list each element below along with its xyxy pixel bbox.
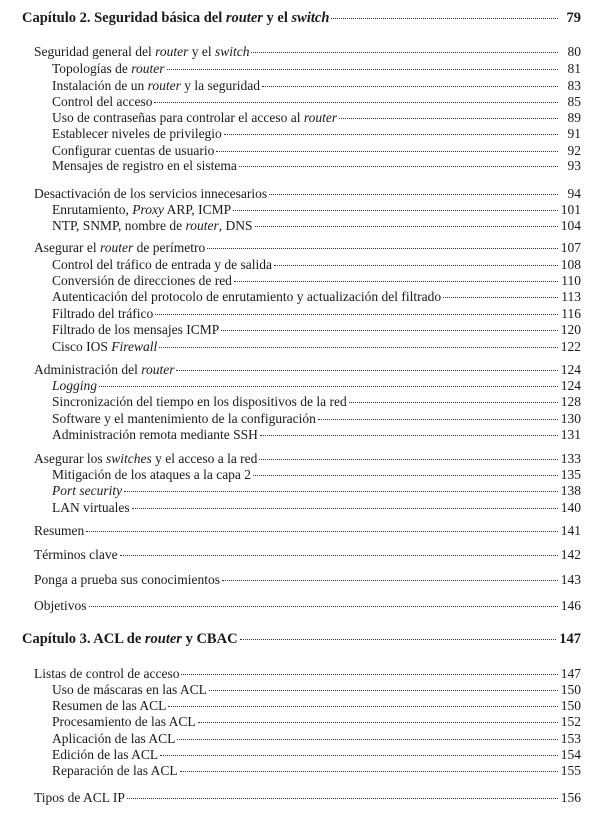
toc-entry-row bbox=[52, 289, 581, 305]
dot-leader bbox=[224, 134, 558, 135]
toc-page-number: 81 bbox=[567, 61, 581, 76]
toc-entry-row bbox=[52, 273, 581, 289]
toc-page-number: 79 bbox=[566, 10, 581, 26]
dot-leader bbox=[127, 798, 558, 799]
toc-page-number: 104 bbox=[560, 218, 581, 233]
toc-entry-title: Aplicación de las ACL bbox=[52, 731, 176, 746]
toc-entry-title: Control del tráfico de entrada y de salida bbox=[52, 257, 273, 272]
dot-leader bbox=[318, 419, 558, 420]
toc-entry-title: NTP, SNMP, nombre de router, DNS bbox=[52, 218, 253, 233]
dot-leader bbox=[216, 151, 558, 152]
toc-page-number: 152 bbox=[560, 714, 581, 729]
dot-leader bbox=[339, 118, 558, 119]
toc-entry-row bbox=[52, 78, 581, 94]
toc-entry-title: Uso de contraseñas para controlar el acceso al router bbox=[52, 110, 338, 125]
toc-entry-row bbox=[52, 714, 581, 730]
toc-entry-row bbox=[52, 483, 581, 499]
toc-entry-row bbox=[52, 394, 581, 410]
dot-leader bbox=[269, 194, 558, 195]
dot-leader bbox=[86, 531, 558, 532]
toc-entry-row bbox=[52, 467, 581, 483]
toc-page-number: 141 bbox=[560, 523, 581, 538]
toc-page-number: 124 bbox=[560, 378, 581, 393]
dot-leader bbox=[154, 102, 558, 103]
toc-entry-title: Sincronización del tiempo en los dispositivos de la red bbox=[52, 394, 347, 409]
toc-entry-row bbox=[52, 763, 581, 779]
toc-entry-title: Software y el mantenimiento de la configuración bbox=[52, 411, 316, 426]
toc-entry-title: Mitigación de los ataques a la capa 2 bbox=[52, 467, 252, 482]
toc-page-number: 128 bbox=[560, 394, 581, 409]
dot-leader bbox=[180, 771, 558, 772]
dot-leader bbox=[259, 459, 557, 460]
toc-page-number: 130 bbox=[560, 411, 581, 426]
toc-entry-title: Enrutamiento, Proxy ARP, ICMP bbox=[52, 202, 232, 217]
dot-leader bbox=[221, 330, 558, 331]
toc-entry-row bbox=[34, 572, 581, 588]
dot-leader bbox=[209, 690, 558, 691]
toc-page-number: 80 bbox=[567, 44, 581, 59]
toc-entry-row bbox=[34, 44, 581, 60]
toc-entry-title: Control del acceso bbox=[52, 94, 153, 109]
toc-page-number: 142 bbox=[560, 547, 581, 562]
toc-page-number: 153 bbox=[560, 731, 581, 746]
toc-entry-row bbox=[52, 339, 581, 355]
toc-entry-title: Instalación de un router y la seguridad bbox=[52, 78, 260, 93]
dot-leader bbox=[443, 297, 558, 298]
toc-entry-title: Términos clave bbox=[34, 547, 118, 562]
dot-leader bbox=[251, 52, 558, 53]
toc-entry-row bbox=[52, 306, 581, 322]
toc-entry-title: Tipos de ACL IP bbox=[34, 790, 125, 805]
dot-leader bbox=[255, 226, 558, 227]
toc-page-number: 85 bbox=[567, 94, 581, 109]
toc-entry-row bbox=[34, 790, 581, 806]
dot-leader bbox=[222, 580, 558, 581]
dot-leader bbox=[160, 755, 558, 756]
toc-entry-title: Topologías de router bbox=[52, 61, 165, 76]
dot-leader bbox=[274, 265, 558, 266]
toc-entry-title: Mensajes de registro en el sistema bbox=[52, 158, 237, 173]
toc-entry-row bbox=[34, 186, 581, 202]
toc-page-number: 113 bbox=[561, 289, 581, 304]
dot-leader bbox=[181, 674, 557, 675]
toc-page-number: 91 bbox=[567, 126, 581, 141]
toc-page-number: 116 bbox=[561, 306, 581, 321]
toc-entry-title: Logging bbox=[52, 378, 98, 393]
dot-leader bbox=[234, 281, 558, 282]
toc-entry-title: Resumen bbox=[34, 523, 85, 538]
toc-page-number: 143 bbox=[560, 572, 581, 587]
toc-page-number: 101 bbox=[560, 202, 581, 217]
toc-entry-title: Port security bbox=[52, 483, 123, 498]
toc-entry-title: Cisco IOS Firewall bbox=[52, 339, 158, 354]
toc-entry-row bbox=[34, 523, 581, 539]
toc-entry-row bbox=[52, 500, 581, 516]
dot-leader bbox=[159, 347, 557, 348]
toc-entry-row bbox=[52, 257, 581, 273]
toc-entry-title: LAN virtuales bbox=[52, 500, 130, 515]
toc-entry-title: Establecer niveles de privilegio bbox=[52, 126, 222, 141]
dot-leader bbox=[177, 739, 557, 740]
toc-page-number: 155 bbox=[560, 763, 581, 778]
toc-chapter-row bbox=[22, 631, 581, 647]
toc-page-number: 133 bbox=[560, 451, 581, 466]
toc-entry-title: Autenticación del protocolo de enrutamiento y actualización del filtrado bbox=[52, 289, 442, 304]
dot-leader bbox=[120, 555, 558, 556]
dot-leader bbox=[233, 210, 558, 211]
toc-entry-title: Objetivos bbox=[34, 598, 87, 613]
toc-entry-row bbox=[34, 598, 581, 614]
toc-entry-title: Administración remota mediante SSH bbox=[52, 427, 258, 442]
dot-leader bbox=[207, 248, 558, 249]
toc-entry-title: Conversión de direcciones de red bbox=[52, 273, 232, 288]
dot-leader bbox=[198, 722, 558, 723]
dot-leader bbox=[99, 386, 558, 387]
toc-entry-row bbox=[52, 698, 581, 714]
toc-entry-title: Configurar cuentas de usuario bbox=[52, 143, 215, 158]
toc-page-number: 147 bbox=[559, 631, 581, 647]
toc-entry-title: Capítulo 3. ACL de router y CBAC bbox=[22, 631, 238, 647]
dot-leader bbox=[132, 508, 558, 509]
toc-page-number: 138 bbox=[560, 483, 581, 498]
toc-entry-row bbox=[52, 110, 581, 126]
toc-page-number: 140 bbox=[560, 500, 581, 515]
toc-entry-title: Filtrado del tráfico bbox=[52, 306, 154, 321]
toc-entry-title: Listas de control de acceso bbox=[34, 666, 180, 681]
toc-entry-row bbox=[52, 61, 581, 77]
toc-page-number: 83 bbox=[567, 78, 581, 93]
dot-leader bbox=[262, 86, 558, 87]
toc-page-number: 124 bbox=[560, 362, 581, 377]
toc-entry-row bbox=[52, 158, 581, 174]
dot-leader bbox=[260, 435, 558, 436]
toc-entry-row bbox=[34, 240, 581, 256]
toc-page-number: 135 bbox=[560, 467, 581, 482]
toc-entry-row bbox=[52, 322, 581, 338]
toc-entry-title: Reparación de las ACL bbox=[52, 763, 178, 778]
toc-entry-title: Desactivación de los servicios innecesarios bbox=[34, 186, 268, 201]
toc-page-number: 107 bbox=[560, 240, 581, 255]
toc-entry-row bbox=[52, 94, 581, 110]
toc-page-number: 146 bbox=[560, 598, 581, 613]
toc-entry-row bbox=[52, 682, 581, 698]
toc-entry-title: Uso de máscaras en las ACL bbox=[52, 682, 207, 697]
toc-entry-title: Asegurar el router de perímetro bbox=[34, 240, 206, 255]
toc-entry-row bbox=[52, 143, 581, 159]
dot-leader bbox=[155, 314, 558, 315]
toc-page-number: 110 bbox=[561, 273, 581, 288]
toc-page-number: 150 bbox=[560, 698, 581, 713]
dot-leader bbox=[168, 706, 557, 707]
toc-page-number: 94 bbox=[567, 186, 581, 201]
toc-entry-row bbox=[52, 427, 581, 443]
toc-page-number: 150 bbox=[560, 682, 581, 697]
toc-page-number: 89 bbox=[567, 110, 581, 125]
dot-leader bbox=[349, 402, 558, 403]
dot-leader bbox=[176, 370, 557, 371]
toc-page-number: 108 bbox=[560, 257, 581, 272]
toc-chapter-row bbox=[22, 10, 581, 26]
dot-leader bbox=[331, 18, 558, 19]
toc-page-number: 93 bbox=[567, 158, 581, 173]
toc-entry-row bbox=[52, 731, 581, 747]
toc-page-number: 120 bbox=[560, 322, 581, 337]
toc-page-number: 92 bbox=[567, 143, 581, 158]
toc-entry-title: Edición de las ACL bbox=[52, 747, 159, 762]
toc-page-number: 131 bbox=[560, 427, 581, 442]
toc-entry-row bbox=[34, 362, 581, 378]
dot-leader bbox=[240, 639, 557, 640]
toc-entry-row bbox=[52, 202, 581, 218]
toc-entry-row bbox=[52, 378, 581, 394]
toc-entry-row bbox=[52, 411, 581, 427]
toc-entry-title: Procesamiento de las ACL bbox=[52, 714, 196, 729]
toc-page-number: 122 bbox=[560, 339, 581, 354]
toc-entry-title: Resumen de las ACL bbox=[52, 698, 167, 713]
dot-leader bbox=[167, 69, 558, 70]
toc-entry-row bbox=[34, 666, 581, 682]
toc-entry-title: Administración del router bbox=[34, 362, 175, 377]
dot-leader bbox=[239, 166, 558, 167]
toc-page-number: 154 bbox=[560, 747, 581, 762]
toc-entry-row bbox=[34, 547, 581, 563]
toc-entry-row bbox=[34, 451, 581, 467]
toc-page-number: 156 bbox=[560, 790, 581, 805]
toc-entry-title: Ponga a prueba sus conocimientos bbox=[34, 572, 220, 587]
toc-entry-title: Asegurar los switches y el acceso a la red bbox=[34, 451, 258, 466]
toc-entry-row bbox=[52, 747, 581, 763]
toc-entry-row bbox=[52, 126, 581, 142]
dot-leader bbox=[253, 475, 558, 476]
toc-entry-title: Filtrado de los mensajes ICMP bbox=[52, 322, 220, 337]
toc-entry-title: Seguridad general del router y el switch bbox=[34, 44, 250, 59]
toc-entry-title: Capítulo 2. Seguridad básica del router y el switch bbox=[22, 10, 330, 26]
toc-entry-row bbox=[52, 218, 581, 234]
toc-page-number: 147 bbox=[560, 666, 581, 681]
dot-leader bbox=[124, 491, 558, 492]
dot-leader bbox=[89, 606, 558, 607]
